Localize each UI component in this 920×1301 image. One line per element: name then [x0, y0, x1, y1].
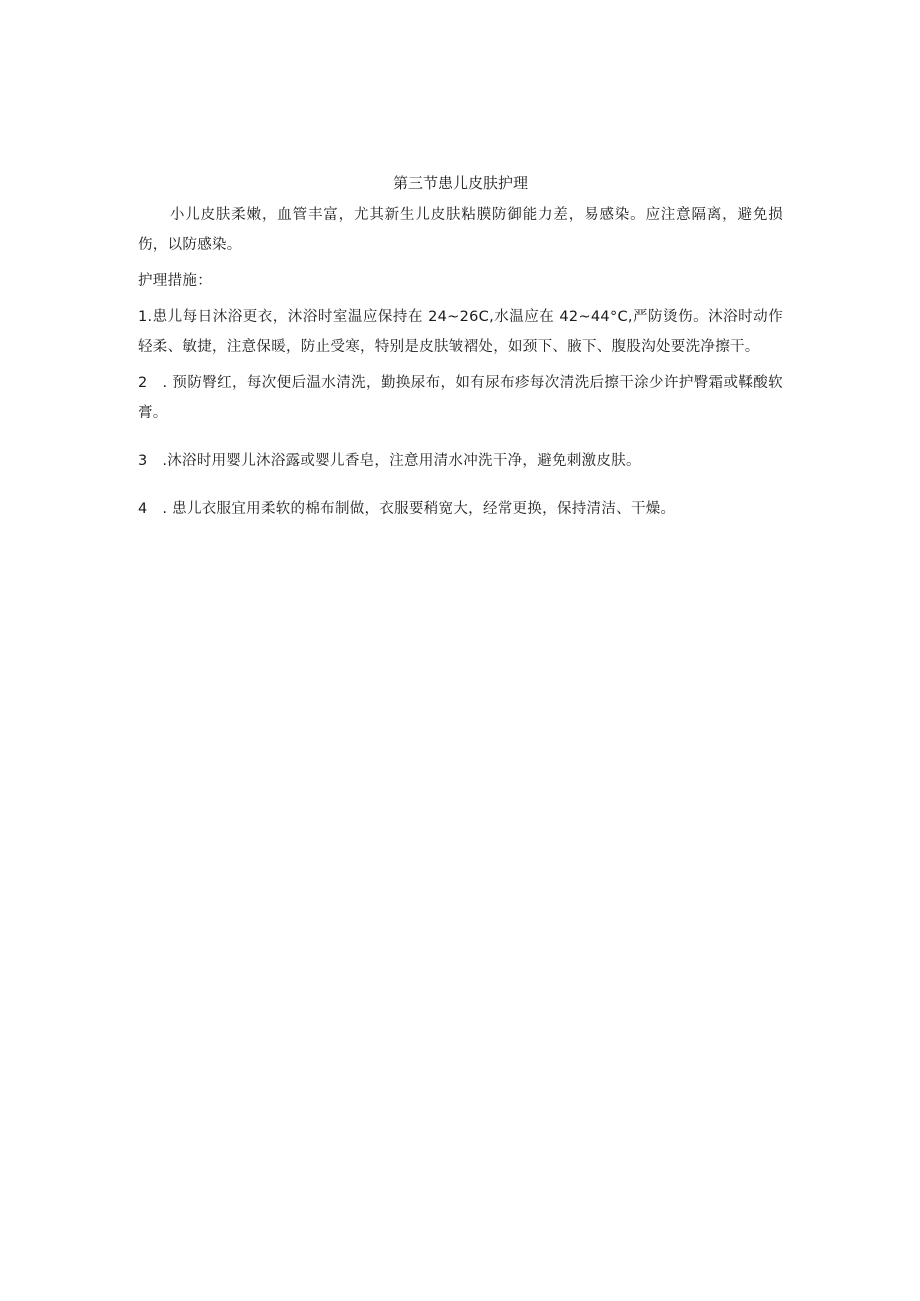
document-page [138, 168, 783, 524]
measures-heading: 护理措施： [138, 273, 212, 289]
measure-item-4: 4 . 患儿衣服宜用柔软的棉布制做，衣服要稍宽大，经常更换，保持清洁、干燥。 [138, 501, 676, 517]
intro-paragraph: 小儿皮肤柔嫩，血管丰富，尤其新生儿皮肤粘膜防御能力差，易感染。应注意隔离，避免损伤，以防感染。 [138, 207, 783, 253]
measure-item-1: 1.患儿每日沐浴更衣，沐浴时室温应保持在 24~26C,水温应在 42~44°C,严防烫伤。沐浴时动作轻柔、敏捷，注意保暖，防止受寒，特别是皮肤皱褶处，如颈下、腋下、腹股沟处要洗净擦干。 [138, 309, 783, 355]
section-title: 第三节患儿皮肤护理 [392, 174, 528, 192]
measure-item-3: 3 .沐浴时用婴儿沐浴露或婴儿香皂，注意用清水冲洗干净，避免刺激皮肤。 [138, 453, 641, 469]
measure-item-2: 2 . 预防臀红，每次便后温水清洗，勤换尿布，如有尿布疹每次清洗后擦干涂少许护臀霜或鞣酸软膏。 [138, 375, 783, 421]
